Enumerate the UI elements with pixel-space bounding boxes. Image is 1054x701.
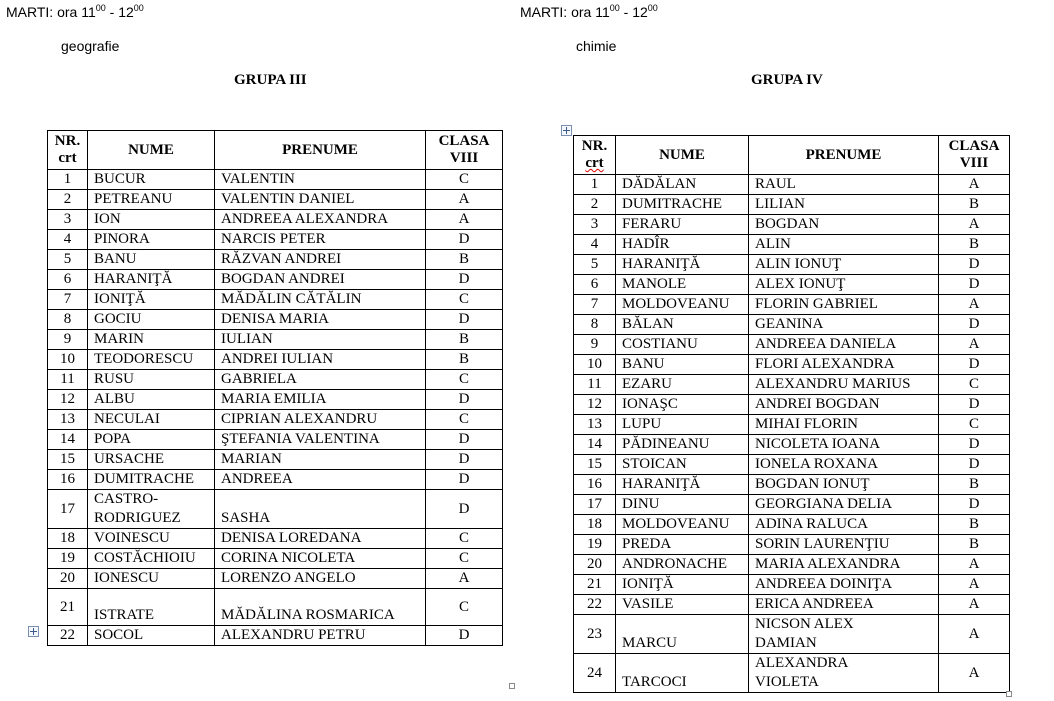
table-row (48, 410, 503, 430)
row-nume: MARCU (616, 615, 749, 654)
header-clasa (426, 131, 503, 170)
row-nume: ISTRATE (88, 589, 215, 626)
left-student-table (47, 130, 503, 646)
row-nume: PREDA (616, 535, 749, 555)
row-prenume: MIHAI FLORIN (749, 415, 939, 435)
row-number: 13 (48, 410, 88, 430)
row-clasa: D (939, 275, 1010, 295)
row-number: 3 (48, 210, 88, 230)
row-number: 10 (48, 350, 88, 370)
table-row (574, 615, 1010, 654)
row-nume: IONESCU (88, 569, 215, 589)
row-number: 16 (574, 475, 616, 495)
row-prenume: ALIN (749, 235, 939, 255)
row-clasa: D (426, 430, 503, 450)
row-nume: GOCIU (88, 310, 215, 330)
row-clasa: D (426, 450, 503, 470)
row-clasa: D (426, 390, 503, 410)
row-clasa: C (426, 589, 503, 626)
table-row (48, 549, 503, 569)
row-number: 24 (574, 654, 616, 693)
table-row (48, 569, 503, 589)
row-prenume: ADINA RALUCA (749, 515, 939, 535)
table-row (574, 315, 1010, 335)
table-row (574, 275, 1010, 295)
row-prenume-line1: NICSON ALEX (755, 616, 854, 632)
row-number: 22 (574, 595, 616, 615)
row-number: 7 (48, 290, 88, 310)
row-prenume: LILIAN (749, 195, 939, 215)
right-schedule-line (520, 3, 658, 20)
table-row (574, 435, 1010, 455)
table-row (48, 430, 503, 450)
header-nr-bottom: crt (58, 150, 77, 166)
row-clasa: D (939, 315, 1010, 335)
row-prenume: ALIN IONUŢ (749, 255, 939, 275)
row-number: 8 (574, 315, 616, 335)
left-day-sup2: 00 (133, 3, 144, 13)
row-prenume: RAUL (749, 175, 939, 195)
row-prenume: ANDREI IULIAN (215, 350, 426, 370)
table-row (48, 170, 503, 190)
table-resize-handle-icon[interactable] (509, 683, 515, 689)
row-prenume: FLORI ALEXANDRA (749, 355, 939, 375)
row-number: 12 (574, 395, 616, 415)
row-clasa: A (939, 335, 1010, 355)
header-nr-bottom: crt (585, 155, 604, 171)
table-row (574, 255, 1010, 275)
table-row (48, 210, 503, 230)
table-row (574, 175, 1010, 195)
row-prenume: ŞTEFANIA VALENTINA (215, 430, 426, 450)
table-row (48, 626, 503, 646)
table-row (574, 654, 1010, 693)
row-nume: ANDRONACHE (616, 555, 749, 575)
row-clasa: B (426, 250, 503, 270)
row-clasa: C (426, 410, 503, 430)
row-number: 19 (48, 549, 88, 569)
table-row (574, 415, 1010, 435)
row-number: 9 (574, 335, 616, 355)
row-number: 13 (574, 415, 616, 435)
left-schedule-line (6, 3, 144, 20)
row-nume: IONIŢĂ (616, 575, 749, 595)
table-row (574, 355, 1010, 375)
row-number: 15 (48, 450, 88, 470)
row-prenume: DENISA LOREDANA (215, 529, 426, 549)
row-number: 17 (574, 495, 616, 515)
row-nume: BUCUR (88, 170, 215, 190)
table-row (574, 295, 1010, 315)
row-clasa: A (939, 175, 1010, 195)
row-number: 3 (574, 215, 616, 235)
row-prenume: SASHA (215, 490, 426, 529)
row-nume: HARANIŢĂ (616, 255, 749, 275)
left-subject: geografie (61, 38, 120, 54)
row-prenume: BOGDAN ANDREI (215, 270, 426, 290)
row-nume (88, 490, 215, 529)
row-prenume: NICOLETA IOANA (749, 435, 939, 455)
row-nume: PETREANU (88, 190, 215, 210)
row-number: 11 (574, 375, 616, 395)
row-nume: MOLDOVEANU (616, 295, 749, 315)
row-clasa: D (426, 230, 503, 250)
row-prenume: FLORIN GABRIEL (749, 295, 939, 315)
row-nume: FERARU (616, 215, 749, 235)
row-nume: BANU (616, 355, 749, 375)
row-clasa: D (426, 626, 503, 646)
row-prenume: MARIA ALEXANDRA (749, 555, 939, 575)
row-number: 18 (574, 515, 616, 535)
header-clasa-top: CLASA (948, 138, 1000, 154)
row-number: 7 (574, 295, 616, 315)
row-nume: ION (88, 210, 215, 230)
row-nume: EZARU (616, 375, 749, 395)
table-row (48, 589, 503, 626)
row-number: 6 (574, 275, 616, 295)
table-row (574, 395, 1010, 415)
header-clasa-bottom: VIII (449, 150, 479, 166)
row-clasa: A (939, 575, 1010, 595)
row-prenume: MĂDĂLIN CĂTĂLIN (215, 290, 426, 310)
left-day-mid: - 12 (105, 4, 134, 20)
row-prenume: CIPRIAN ALEXANDRU (215, 410, 426, 430)
row-nume: VASILE (616, 595, 749, 615)
row-prenume: VALENTIN DANIEL (215, 190, 426, 210)
header-clasa-bottom: VIII (959, 155, 989, 171)
row-nume-line1: CASTRO- (94, 491, 159, 507)
row-nume: DINU (616, 495, 749, 515)
row-clasa: C (426, 290, 503, 310)
row-prenume: BOGDAN IONUŢ (749, 475, 939, 495)
row-prenume-line2: DAMIAN (755, 635, 817, 651)
row-clasa: D (939, 455, 1010, 475)
row-number: 18 (48, 529, 88, 549)
row-clasa: B (426, 350, 503, 370)
row-nume: URSACHE (88, 450, 215, 470)
row-clasa: A (939, 215, 1010, 235)
header-clasa-top: CLASA (438, 133, 490, 149)
row-clasa: B (939, 515, 1010, 535)
row-number: 17 (48, 490, 88, 529)
row-nume: IONAŞC (616, 395, 749, 415)
right-day-sup1: 00 (609, 3, 620, 13)
table-row (574, 215, 1010, 235)
row-clasa: C (939, 375, 1010, 395)
header-nr (48, 131, 88, 170)
row-prenume: ANDREEA (215, 470, 426, 490)
row-clasa: D (939, 495, 1010, 515)
row-prenume: CORINA NICOLETA (215, 549, 426, 569)
row-nume: DĂDĂLAN (616, 175, 749, 195)
row-number: 6 (48, 270, 88, 290)
table-row (48, 250, 503, 270)
row-number: 4 (574, 235, 616, 255)
row-number: 2 (48, 190, 88, 210)
row-prenume: ALEX IONUŢ (749, 275, 939, 295)
table-row (48, 350, 503, 370)
row-nume: PINORA (88, 230, 215, 250)
row-clasa: D (939, 435, 1010, 455)
table-row (574, 235, 1010, 255)
row-clasa: D (939, 355, 1010, 375)
right-subject: chimie (576, 38, 617, 54)
table-row (48, 529, 503, 549)
row-clasa: D (939, 255, 1010, 275)
row-prenume: LORENZO ANGELO (215, 569, 426, 589)
row-clasa: D (426, 310, 503, 330)
header-nr-top: NR. (54, 133, 81, 149)
row-nume-line2: RODRIGUEZ (94, 510, 181, 526)
row-nume: IONIŢĂ (88, 290, 215, 310)
row-prenume: MĂDĂLINA ROSMARICA (215, 589, 426, 626)
row-prenume-line1: ALEXANDRA (755, 655, 849, 671)
row-prenume: SORIN LAURENŢIU (749, 535, 939, 555)
table-move-handle-icon[interactable] (28, 626, 39, 637)
row-prenume: ANDREEA ALEXANDRA (215, 210, 426, 230)
row-number: 11 (48, 370, 88, 390)
row-prenume: ANDREEA DOINIŢA (749, 575, 939, 595)
left-day-sup1: 00 (95, 3, 106, 13)
table-resize-handle-icon[interactable] (1006, 691, 1012, 697)
table-row (48, 190, 503, 210)
table-row (574, 495, 1010, 515)
row-number: 22 (48, 626, 88, 646)
row-prenume: NARCIS PETER (215, 230, 426, 250)
table-row (574, 515, 1010, 535)
row-nume: BANU (88, 250, 215, 270)
table-row (48, 270, 503, 290)
row-prenume: ANDREI BOGDAN (749, 395, 939, 415)
row-nume: NECULAI (88, 410, 215, 430)
table-row (574, 555, 1010, 575)
left-table-body (48, 170, 503, 646)
table-row (574, 375, 1010, 395)
row-number: 4 (48, 230, 88, 250)
row-clasa: B (939, 475, 1010, 495)
row-number: 20 (574, 555, 616, 575)
row-number: 5 (48, 250, 88, 270)
row-clasa: B (939, 235, 1010, 255)
header-nr-top: NR. (581, 138, 608, 154)
table-row (574, 475, 1010, 495)
row-prenume: MARIA EMILIA (215, 390, 426, 410)
table-row (574, 195, 1010, 215)
row-nume: ALBU (88, 390, 215, 410)
row-prenume: ANDREEA DANIELA (749, 335, 939, 355)
header-clasa (939, 136, 1010, 175)
table-row (48, 490, 503, 529)
row-clasa: A (426, 190, 503, 210)
table-row (48, 290, 503, 310)
row-prenume: BOGDAN (749, 215, 939, 235)
right-group-title: GRUPA IV (751, 72, 823, 88)
row-nume: TEODORESCU (88, 350, 215, 370)
table-row (574, 595, 1010, 615)
row-prenume: ALEXANDRU PETRU (215, 626, 426, 646)
row-clasa: C (426, 370, 503, 390)
row-nume: HARANIŢĂ (616, 475, 749, 495)
right-student-table (573, 135, 1010, 693)
row-clasa: D (939, 395, 1010, 415)
row-number: 19 (574, 535, 616, 555)
row-number: 14 (48, 430, 88, 450)
table-row (574, 455, 1010, 475)
row-nume: BĂLAN (616, 315, 749, 335)
table-row (48, 370, 503, 390)
row-nume: TARCOCI (616, 654, 749, 693)
table-row (574, 575, 1010, 595)
row-number: 8 (48, 310, 88, 330)
row-nume: COSTĂCHIOIU (88, 549, 215, 569)
row-prenume: GEANINA (749, 315, 939, 335)
row-clasa: B (939, 195, 1010, 215)
row-prenume (749, 654, 939, 693)
row-nume: HADÎR (616, 235, 749, 255)
header-nume: NUME (616, 136, 749, 175)
row-clasa: C (426, 170, 503, 190)
right-day-sup2: 00 (647, 3, 658, 13)
right-day-text: MARTI: ora 11 (520, 4, 610, 20)
row-number: 16 (48, 470, 88, 490)
right-table-body (574, 175, 1010, 693)
row-clasa: C (426, 549, 503, 569)
row-number: 10 (574, 355, 616, 375)
table-row (48, 310, 503, 330)
row-nume: PĂDINEANU (616, 435, 749, 455)
table-move-handle-icon[interactable] (561, 125, 572, 136)
row-clasa: A (939, 595, 1010, 615)
header-prenume: PRENUME (749, 136, 939, 175)
row-number: 14 (574, 435, 616, 455)
header-nume: NUME (88, 131, 215, 170)
left-group-title: GRUPA III (234, 72, 307, 88)
row-nume: LUPU (616, 415, 749, 435)
row-number: 21 (574, 575, 616, 595)
row-nume: DUMITRACHE (88, 470, 215, 490)
right-day-mid: - 12 (619, 4, 648, 20)
row-number: 20 (48, 569, 88, 589)
row-nume: RUSU (88, 370, 215, 390)
table-row (574, 535, 1010, 555)
row-nume: MOLDOVEANU (616, 515, 749, 535)
row-nume: POPA (88, 430, 215, 450)
row-nume: HARANIŢĂ (88, 270, 215, 290)
row-prenume-line2: VIOLETA (755, 674, 819, 690)
row-nume: VOINESCU (88, 529, 215, 549)
row-number: 2 (574, 195, 616, 215)
row-clasa: A (426, 569, 503, 589)
row-clasa: D (426, 490, 503, 529)
row-clasa: C (426, 529, 503, 549)
row-number: 9 (48, 330, 88, 350)
row-clasa: D (426, 270, 503, 290)
row-clasa: D (426, 470, 503, 490)
row-nume: MANOLE (616, 275, 749, 295)
row-nume: STOICAN (616, 455, 749, 475)
row-number: 21 (48, 589, 88, 626)
header-prenume: PRENUME (215, 131, 426, 170)
row-prenume: GEORGIANA DELIA (749, 495, 939, 515)
row-clasa: A (939, 654, 1010, 693)
row-clasa: A (939, 555, 1010, 575)
row-nume: SOCOL (88, 626, 215, 646)
row-nume: DUMITRACHE (616, 195, 749, 215)
row-prenume: RĂZVAN ANDREI (215, 250, 426, 270)
table-row (48, 470, 503, 490)
table-row (48, 390, 503, 410)
table-row (48, 450, 503, 470)
row-prenume: MARIAN (215, 450, 426, 470)
row-number: 23 (574, 615, 616, 654)
table-row (48, 330, 503, 350)
row-clasa: A (426, 210, 503, 230)
table-row (48, 230, 503, 250)
row-prenume (749, 615, 939, 654)
row-prenume: ERICA ANDREEA (749, 595, 939, 615)
row-clasa: A (939, 615, 1010, 654)
row-clasa: A (939, 295, 1010, 315)
row-clasa: B (939, 535, 1010, 555)
header-nr (574, 136, 616, 175)
table-row (574, 335, 1010, 355)
row-number: 1 (574, 175, 616, 195)
row-prenume: DENISA MARIA (215, 310, 426, 330)
left-day-text: MARTI: ora 11 (6, 4, 96, 20)
row-clasa: C (939, 415, 1010, 435)
row-prenume: IULIAN (215, 330, 426, 350)
row-nume: COSTIANU (616, 335, 749, 355)
row-number: 1 (48, 170, 88, 190)
row-number: 12 (48, 390, 88, 410)
row-prenume: ALEXANDRU MARIUS (749, 375, 939, 395)
row-nume: MARIN (88, 330, 215, 350)
row-prenume: GABRIELA (215, 370, 426, 390)
row-number: 5 (574, 255, 616, 275)
row-prenume: IONELA ROXANA (749, 455, 939, 475)
row-clasa: B (426, 330, 503, 350)
row-prenume: VALENTIN (215, 170, 426, 190)
row-number: 15 (574, 455, 616, 475)
